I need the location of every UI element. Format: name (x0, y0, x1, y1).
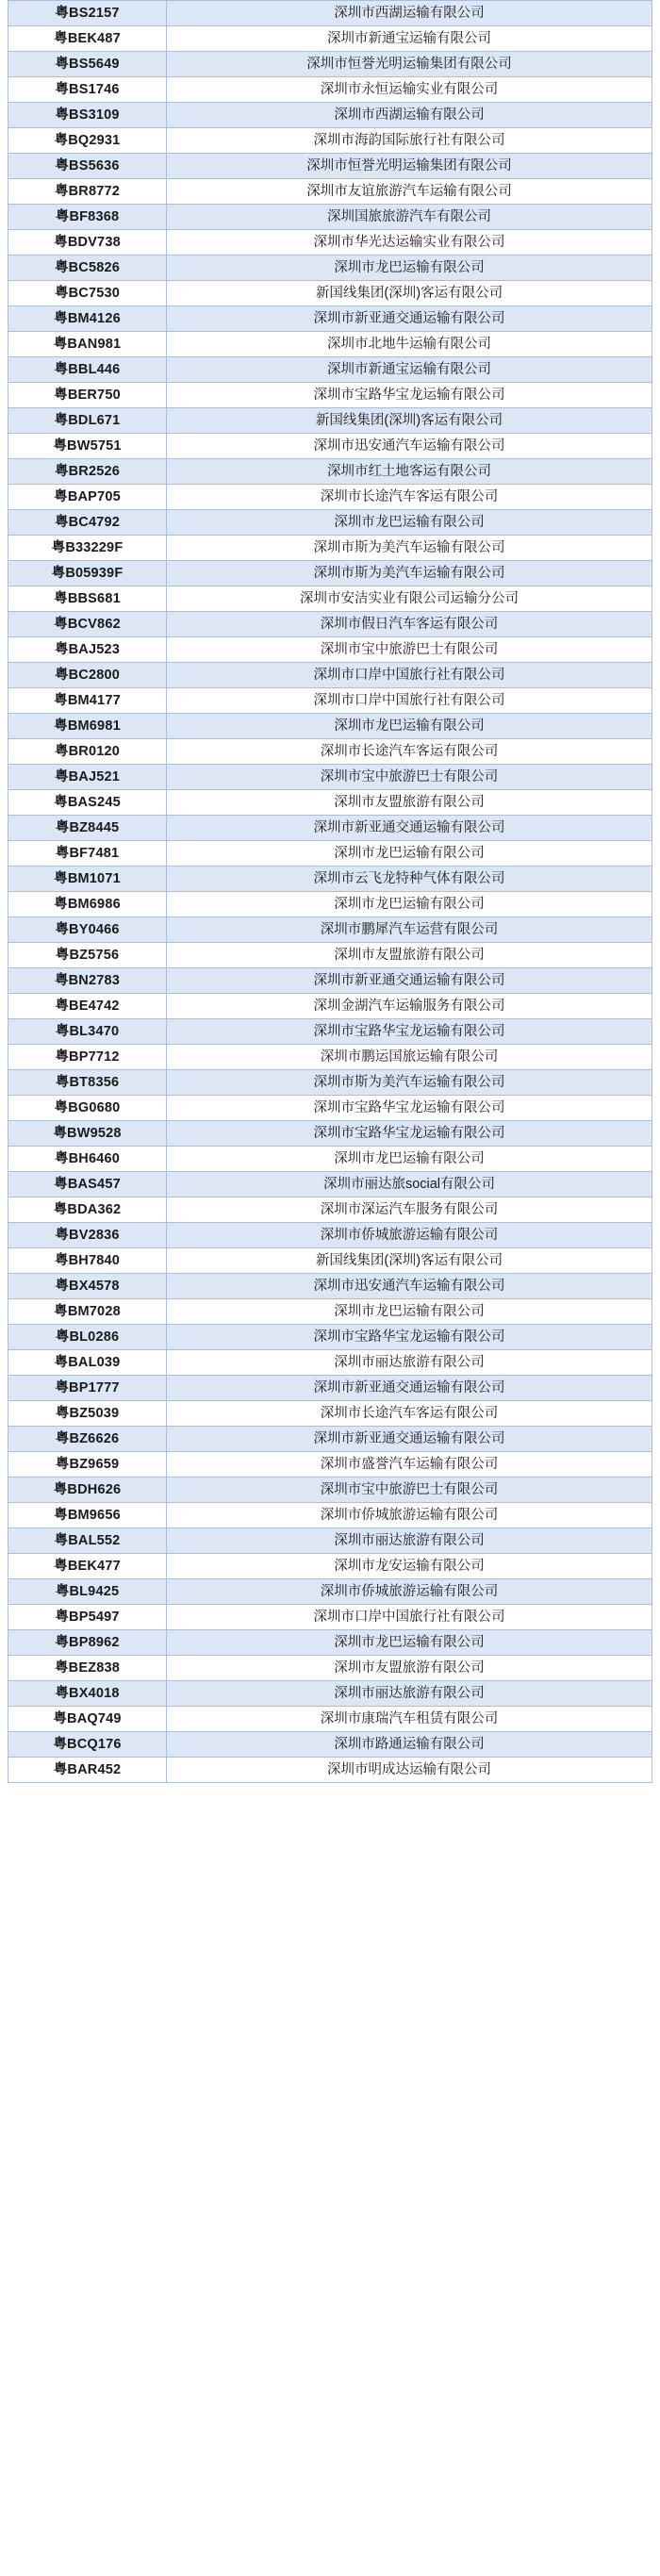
table-row (8, 1325, 652, 1350)
table-row (8, 1376, 652, 1401)
vehicle-plate-table (8, 0, 652, 1783)
plate-number-cell: 粤BAL039 (8, 1350, 167, 1376)
company-name-cell: 深圳市侨城旅游运输有限公司 (167, 1579, 652, 1605)
company-name-cell: 深圳市新通宝运输有限公司 (167, 26, 652, 52)
table-row (8, 332, 652, 357)
plate-number-cell: 粤BER750 (8, 383, 167, 408)
company-name-cell: 深圳市海韵国际旅行社有限公司 (167, 128, 652, 154)
company-name-cell: 深圳市迅安通汽车运输有限公司 (167, 1274, 652, 1299)
company-name-cell: 深圳市口岸中国旅行社有限公司 (167, 1605, 652, 1630)
plate-number-cell: 粤BR0120 (8, 739, 167, 765)
plate-number-cell: 粤BX4018 (8, 1681, 167, 1707)
plate-number-cell: 粤BDL671 (8, 408, 167, 434)
plate-number-cell: 粤B33229F (8, 536, 167, 561)
plate-number-cell: 粤BM4177 (8, 688, 167, 714)
company-name-cell: 深圳市友谊旅游汽车运输有限公司 (167, 179, 652, 205)
plate-number-cell: 粤BBS681 (8, 586, 167, 612)
table-row (8, 1707, 652, 1732)
table-row (8, 612, 652, 637)
table-row (8, 1045, 652, 1070)
company-name-cell: 深圳市龙巴运输有限公司 (167, 510, 652, 536)
plate-number-cell: 粤BN2783 (8, 968, 167, 994)
plate-number-cell: 粤BS5636 (8, 154, 167, 179)
table-row (8, 306, 652, 332)
table-row (8, 230, 652, 256)
table-row (8, 383, 652, 408)
company-name-cell: 深圳市新亚通交通运输有限公司 (167, 1427, 652, 1452)
company-name-cell: 深圳市龙巴运输有限公司 (167, 892, 652, 917)
plate-number-cell: 粤BH6460 (8, 1147, 167, 1172)
plate-number-cell: 粤BAP705 (8, 485, 167, 510)
company-name-cell: 深圳市康瑞汽车租赁有限公司 (167, 1707, 652, 1732)
table-row (8, 943, 652, 968)
plate-number-cell: 粤BQ2931 (8, 128, 167, 154)
company-name-cell: 深圳市宝路华宝龙运输有限公司 (167, 383, 652, 408)
table-row (8, 917, 652, 943)
company-name-cell: 深圳国旅旅游汽车有限公司 (167, 205, 652, 230)
company-name-cell: 深圳市新亚通交通运输有限公司 (167, 968, 652, 994)
company-name-cell: 深圳市龙巴运输有限公司 (167, 1299, 652, 1325)
table-row (8, 179, 652, 205)
plate-number-cell: 粤BAL552 (8, 1528, 167, 1554)
company-name-cell: 深圳市盛誉汽车运输有限公司 (167, 1452, 652, 1478)
table-row (8, 1579, 652, 1605)
plate-number-cell: 粤BC4792 (8, 510, 167, 536)
plate-number-cell: 粤BF8368 (8, 205, 167, 230)
table-row (8, 1605, 652, 1630)
plate-number-cell: 粤BM1071 (8, 867, 167, 892)
table-row (8, 205, 652, 230)
table-row (8, 1350, 652, 1376)
table-row (8, 1528, 652, 1554)
company-name-cell: 深圳市鹏犀汽车运营有限公司 (167, 917, 652, 943)
table-row (8, 663, 652, 688)
table-row (8, 1478, 652, 1503)
company-name-cell: 深圳市西湖运输有限公司 (167, 1, 652, 26)
company-name-cell: 深圳市云飞龙特种气体有限公司 (167, 867, 652, 892)
table-row (8, 892, 652, 917)
company-name-cell: 深圳市丽达旅游有限公司 (167, 1350, 652, 1376)
table-row (8, 1223, 652, 1248)
plate-number-cell: 粤BF7481 (8, 841, 167, 867)
plate-number-cell: 粤BL0286 (8, 1325, 167, 1350)
plate-number-cell: 粤BAR452 (8, 1758, 167, 1783)
plate-number-cell: 粤BBL446 (8, 357, 167, 383)
table-row (8, 1503, 652, 1528)
plate-number-cell: 粤BS1746 (8, 77, 167, 103)
table-row (8, 1427, 652, 1452)
plate-number-cell: 粤BL9425 (8, 1579, 167, 1605)
company-name-cell: 深圳市新亚通交通运输有限公司 (167, 306, 652, 332)
company-name-cell: 深圳市丽达旅游有限公司 (167, 1681, 652, 1707)
company-name-cell: 深圳市永恒运输实业有限公司 (167, 77, 652, 103)
company-name-cell: 深圳市宝中旅游巴士有限公司 (167, 637, 652, 663)
table-row (8, 536, 652, 561)
table-row (8, 103, 652, 128)
table-row (8, 586, 652, 612)
table-row (8, 128, 652, 154)
plate-number-cell: 粤BG0680 (8, 1096, 167, 1121)
plate-number-cell: 粤BC5826 (8, 256, 167, 281)
table-row (8, 1732, 652, 1758)
table-row (8, 1019, 652, 1045)
plate-number-cell: 粤BAS457 (8, 1172, 167, 1197)
company-name-cell: 深圳市斯为美汽车运输有限公司 (167, 561, 652, 586)
table-row (8, 434, 652, 459)
table-row (8, 841, 652, 867)
company-name-cell: 深圳市红土地客运有限公司 (167, 459, 652, 485)
plate-number-cell: 粤BM4126 (8, 306, 167, 332)
plate-number-cell: 粤BAQ749 (8, 1707, 167, 1732)
table-row (8, 281, 652, 306)
table-row (8, 1096, 652, 1121)
company-name-cell: 深圳市迅安通汽车运输有限公司 (167, 434, 652, 459)
company-name-cell: 深圳市龙巴运输有限公司 (167, 714, 652, 739)
company-name-cell: 深圳市侨城旅游运输有限公司 (167, 1223, 652, 1248)
table-row (8, 1554, 652, 1579)
table-row (8, 154, 652, 179)
table-row (8, 408, 652, 434)
company-name-cell: 深圳市安洁实业有限公司运输分公司 (167, 586, 652, 612)
company-name-cell: 深圳市龙安运输有限公司 (167, 1554, 652, 1579)
plate-number-cell: 粤BW5751 (8, 434, 167, 459)
table-row (8, 739, 652, 765)
table-row (8, 1070, 652, 1096)
table-row (8, 256, 652, 281)
company-name-cell: 深圳市宝中旅游巴士有限公司 (167, 765, 652, 790)
table-row (8, 867, 652, 892)
company-name-cell: 深圳市宝路华宝龙运输有限公司 (167, 1121, 652, 1147)
company-name-cell: 深圳市口岸中国旅行社有限公司 (167, 663, 652, 688)
table-row (8, 1274, 652, 1299)
table-row (8, 790, 652, 816)
table-row (8, 1681, 652, 1707)
table-row (8, 994, 652, 1019)
plate-number-cell: 粤BM9656 (8, 1503, 167, 1528)
plate-number-cell: 粤BP7712 (8, 1045, 167, 1070)
company-name-cell: 深圳市深运汽车服务有限公司 (167, 1197, 652, 1223)
plate-number-cell: 粤BM7028 (8, 1299, 167, 1325)
table-row (8, 1656, 652, 1681)
plate-number-cell: 粤BEK487 (8, 26, 167, 52)
company-name-cell: 深圳市龙巴运输有限公司 (167, 841, 652, 867)
company-name-cell: 深圳市华光达运输实业有限公司 (167, 230, 652, 256)
company-name-cell: 深圳市鹏运国旅运输有限公司 (167, 1045, 652, 1070)
company-name-cell: 深圳市恒誉光明运输集团有限公司 (167, 154, 652, 179)
plate-number-cell: 粤BS2157 (8, 1, 167, 26)
table-row (8, 459, 652, 485)
plate-number-cell: 粤BAS245 (8, 790, 167, 816)
table-row (8, 1401, 652, 1427)
company-name-cell: 深圳市新亚通交通运输有限公司 (167, 816, 652, 841)
plate-number-cell: 粤BC2800 (8, 663, 167, 688)
company-name-cell: 深圳市明成达运输有限公司 (167, 1758, 652, 1783)
table-row (8, 1, 652, 26)
plate-number-cell: 粤BAJ523 (8, 637, 167, 663)
table-row (8, 1147, 652, 1172)
table-row (8, 1758, 652, 1783)
company-name-cell: 深圳市北地牛运输有限公司 (167, 332, 652, 357)
plate-number-cell: 粤BDH626 (8, 1478, 167, 1503)
company-name-cell: 新国线集团(深圳)客运有限公司 (167, 408, 652, 434)
table-row (8, 816, 652, 841)
plate-number-cell: 粤BE4742 (8, 994, 167, 1019)
plate-number-cell: 粤BEZ838 (8, 1656, 167, 1681)
company-name-cell: 深圳市友盟旅游有限公司 (167, 790, 652, 816)
plate-number-cell: 粤BP5497 (8, 1605, 167, 1630)
plate-number-cell: 粤BEK477 (8, 1554, 167, 1579)
plate-number-cell: 粤BP8962 (8, 1630, 167, 1656)
plate-number-cell: 粤BS3109 (8, 103, 167, 128)
plate-number-cell: 粤BL3470 (8, 1019, 167, 1045)
plate-number-cell: 粤BY0466 (8, 917, 167, 943)
company-name-cell: 深圳市长途汽车客运有限公司 (167, 739, 652, 765)
table-row (8, 1630, 652, 1656)
table-row (8, 1121, 652, 1147)
table-row (8, 637, 652, 663)
plate-number-cell: 粤BP1777 (8, 1376, 167, 1401)
company-name-cell: 深圳市龙巴运输有限公司 (167, 256, 652, 281)
company-name-cell: 深圳市宝路华宝龙运输有限公司 (167, 1096, 652, 1121)
company-name-cell: 深圳市斯为美汽车运输有限公司 (167, 536, 652, 561)
company-name-cell: 深圳市长途汽车客运有限公司 (167, 1401, 652, 1427)
company-name-cell: 深圳市宝路华宝龙运输有限公司 (167, 1325, 652, 1350)
table-row (8, 26, 652, 52)
table-row (8, 52, 652, 77)
company-name-cell: 深圳市友盟旅游有限公司 (167, 1656, 652, 1681)
table-row (8, 510, 652, 536)
plate-number-cell: 粤BM6986 (8, 892, 167, 917)
plate-number-cell: 粤BCV862 (8, 612, 167, 637)
company-name-cell: 新国线集团(深圳)客运有限公司 (167, 281, 652, 306)
table-row (8, 688, 652, 714)
company-name-cell: 深圳市宝中旅游巴士有限公司 (167, 1478, 652, 1503)
table-row (8, 77, 652, 103)
plate-number-cell: 粤BAN981 (8, 332, 167, 357)
plate-number-cell: 粤BZ8445 (8, 816, 167, 841)
company-name-cell: 深圳市龙巴运输有限公司 (167, 1147, 652, 1172)
table-row (8, 1172, 652, 1197)
plate-number-cell: 粤BR8772 (8, 179, 167, 205)
company-name-cell: 深圳市假日汽车客运有限公司 (167, 612, 652, 637)
plate-number-cell: 粤BC7530 (8, 281, 167, 306)
plate-number-cell: 粤BR2526 (8, 459, 167, 485)
company-name-cell: 深圳市恒誉光明运输集团有限公司 (167, 52, 652, 77)
table-row (8, 765, 652, 790)
company-name-cell: 深圳市友盟旅游有限公司 (167, 943, 652, 968)
company-name-cell: 深圳市丽达旅social有限公司 (167, 1172, 652, 1197)
company-name-cell: 深圳市口岸中国旅行社有限公司 (167, 688, 652, 714)
company-name-cell: 深圳市路通运输有限公司 (167, 1732, 652, 1758)
plate-number-cell: 粤BZ9659 (8, 1452, 167, 1478)
company-name-cell: 深圳市丽达旅游有限公司 (167, 1528, 652, 1554)
table-row (8, 1299, 652, 1325)
plate-number-cell: 粤BM6981 (8, 714, 167, 739)
table-row (8, 1197, 652, 1223)
company-name-cell: 深圳市宝路华宝龙运输有限公司 (167, 1019, 652, 1045)
company-name-cell: 深圳市斯为美汽车运输有限公司 (167, 1070, 652, 1096)
plate-number-cell: 粤BS5649 (8, 52, 167, 77)
company-name-cell: 深圳市侨城旅游运输有限公司 (167, 1503, 652, 1528)
plate-number-cell: 粤BH7840 (8, 1248, 167, 1274)
plate-number-cell: 粤BCQ176 (8, 1732, 167, 1758)
plate-number-cell: 粤BX4578 (8, 1274, 167, 1299)
plate-number-cell: 粤BZ6626 (8, 1427, 167, 1452)
plate-number-cell: 粤BW9528 (8, 1121, 167, 1147)
company-name-cell: 深圳金湖汽车运输服务有限公司 (167, 994, 652, 1019)
plate-number-cell: 粤BZ5756 (8, 943, 167, 968)
plate-number-cell: 粤BT8356 (8, 1070, 167, 1096)
plate-number-cell: 粤BZ5039 (8, 1401, 167, 1427)
table-row (8, 1452, 652, 1478)
company-name-cell: 新国线集团(深圳)客运有限公司 (167, 1248, 652, 1274)
company-name-cell: 深圳市新通宝运输有限公司 (167, 357, 652, 383)
table-row (8, 357, 652, 383)
table-row (8, 1248, 652, 1274)
table-row (8, 485, 652, 510)
plate-number-cell: 粤BAJ521 (8, 765, 167, 790)
plate-number-cell: 粤BV2836 (8, 1223, 167, 1248)
company-name-cell: 深圳市西湖运输有限公司 (167, 103, 652, 128)
company-name-cell: 深圳市龙巴运输有限公司 (167, 1630, 652, 1656)
company-name-cell: 深圳市长途汽车客运有限公司 (167, 485, 652, 510)
plate-number-cell: 粤BDV738 (8, 230, 167, 256)
table-row (8, 968, 652, 994)
plate-number-cell: 粤B05939F (8, 561, 167, 586)
table-body (8, 1, 652, 1783)
plate-number-cell: 粤BDA362 (8, 1197, 167, 1223)
table-row (8, 714, 652, 739)
company-name-cell: 深圳市新亚通交通运输有限公司 (167, 1376, 652, 1401)
table-row (8, 561, 652, 586)
